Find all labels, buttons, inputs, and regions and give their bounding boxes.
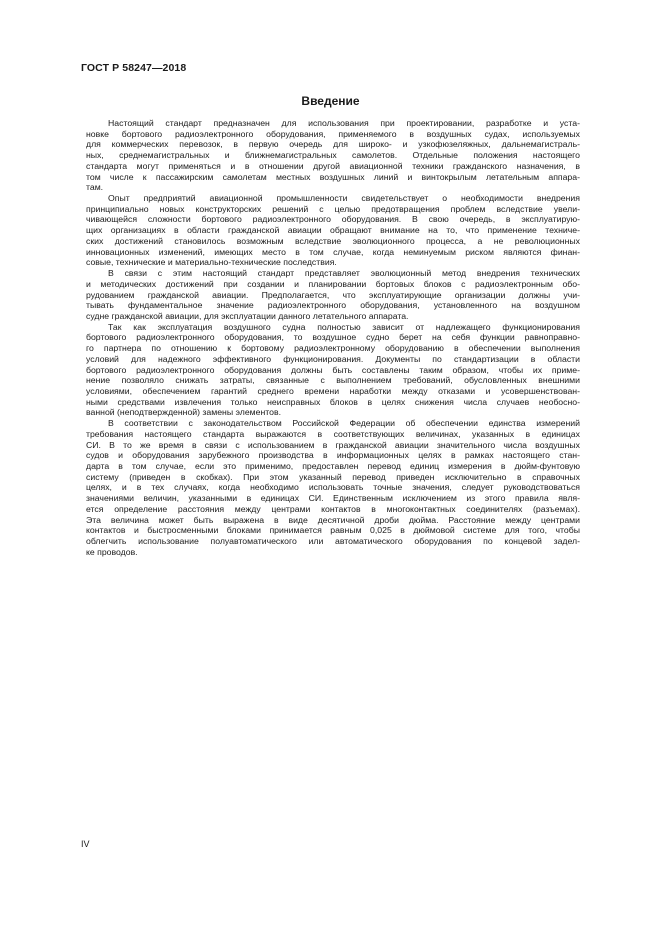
text-line: Опыт предприятий авиационной промышленности свидетельствует о необходимости внедрения xyxy=(108,193,580,204)
text-line: бортового радиоэлектронного оборудования должны быть составлены таким образом, чтобы их приме- xyxy=(86,364,580,375)
text-line: и методических достижений при создании и планировании бортовых блоков с радиоэлектронным обо- xyxy=(86,278,580,289)
paragraph-3 xyxy=(86,268,580,322)
text-line: стандарта могут применяться и в отношении другой авиационной техники гражданского назначения, в xyxy=(86,160,580,171)
page-number: IV xyxy=(81,839,90,849)
text-line: бортового радиоэлектронного оборудования, то воздушное судно берет на себя функции равноправно- xyxy=(86,332,580,343)
paragraph-1 xyxy=(86,118,580,193)
text-line: Эта величина может быть выражена в виде десятичной дроби дюйма. Расстояние между центрами xyxy=(86,514,580,525)
text-line: требования настоящего стандарта выражаются в соответствующих величинах, указанных в единицах xyxy=(86,428,580,439)
text-line: тывать фундаментальное значение радиоэлектронного оборудования, установленного на воздушном xyxy=(86,300,580,311)
text-line: ке проводов. xyxy=(86,546,138,557)
text-line: ских достижений становилось возможным вследствие эволюционного процесса, а не революционных xyxy=(86,235,580,246)
text-line: ванной (неподтвержденной) замены элементов. xyxy=(86,407,281,418)
text-line: судне гражданской авиации, для эксплуатации данного летательного аппарата. xyxy=(86,310,409,321)
text-line: контактов и быстросменными блоками принимается равным 0,025 в дюймовой системе для того, чтобы xyxy=(86,525,580,536)
text-line: рудованием гражданской авиации. Предполагается, что эксплуатирующие организации должны учи- xyxy=(86,289,580,300)
paragraph-2 xyxy=(86,193,580,268)
document-standard-id: ГОСТ Р 58247—2018 xyxy=(81,62,187,74)
text-line: том числе к пассажирским самолетам местных воздушных линий и винтокрылым летательным аппара- xyxy=(86,171,580,182)
text-line: дарта в том случае, если это применимо, предоставлен перевод единиц измерения в дюйм-фунтовую xyxy=(86,461,580,471)
text-line: СИ. В то же время в связи с использованием в гражданской авиации значительного числа воздушных xyxy=(86,439,580,450)
text-line: условий для надежного эффективного функционирования. Документы по стандартизации в области xyxy=(86,353,580,364)
text-line: В связи с этим настоящий стандарт представляет эволюционный метод внедрения технических xyxy=(108,268,580,279)
text-line: инновационных изменений, имеющих место в том случае, когда неминуемым риском являются финан- xyxy=(86,246,580,257)
section-title: Введение xyxy=(301,94,360,108)
text-line: целях, и в тех случаях, когда необходимо использовать точные значения, следует руководствоваться xyxy=(86,482,580,493)
paragraph-4 xyxy=(86,322,580,418)
text-line: чивающейся сложности бортового радиоэлектронного оборудования. В свою очередь, в эксплуатирую- xyxy=(86,214,580,225)
text-line: го партнера по отношению к бортовому радиоэлектронному оборудованию в обеспечении выполнения xyxy=(86,343,580,354)
text-line: условиями, обеспечением гарантий среднего времени наработки между отказами и усовершенствован- xyxy=(86,385,580,396)
text-line: судов и оборудования зарубежного производства в информационных целях в рамках настоящего стан- xyxy=(86,450,580,461)
text-line: там. xyxy=(86,182,104,193)
text-line: значениями величин, указанными в единицах СИ. Единственным исключением из этого правила явля- xyxy=(86,493,580,504)
text-line: принципиально новых конструкторских решений с целью предотвращения проблем вследствие увели- xyxy=(86,203,580,214)
text-line: ется определение расстояния между центрами контактов в многоконтактных соединителях (разъемах). xyxy=(86,503,580,514)
text-line: щих организациях в области гражданской авиации обращают внимание на то, что применение техниче- xyxy=(86,225,580,236)
text-line: нение позволяло снижать затраты, связанные с выполнением требований, обусловленных внешними xyxy=(86,375,580,386)
paragraph-5 xyxy=(86,418,580,557)
text-line: Так как эксплуатация воздушного судна полностью зависит от надлежащего функционирования xyxy=(108,321,580,332)
text-line: систему (приведен в скобках). При этом указанный перевод приведен исключительно в справочных xyxy=(86,471,580,482)
body-text xyxy=(86,118,580,557)
text-line: Настоящий стандарт предназначен для использования при проектировании, разработке и уста- xyxy=(108,118,580,128)
text-line: В соответствии с законодательством Российской Федерации об обеспечении единства измерений xyxy=(108,418,580,429)
text-line: новке бортового радиоэлектронного оборудования, применяемого в воздушных судах, используемых xyxy=(86,128,580,139)
text-line: облегчить использование полуавтоматического или автоматического оборудования по концевой задел- xyxy=(86,536,580,547)
text-line: ных, среднемагистральных и ближнемагистральных самолетов. Отдельные положения настоящего xyxy=(86,150,580,161)
text-line: совые, технические и материально-технические последствия. xyxy=(86,257,337,268)
text-line: для коммерческих перевозок, в первую очередь для широко- и узкофюзеляжных, дальнемагистраль- xyxy=(86,139,580,150)
text-line: ными средствами извлечения только неисправных блоков в целях снижения числа случаев необосно- xyxy=(86,396,580,407)
